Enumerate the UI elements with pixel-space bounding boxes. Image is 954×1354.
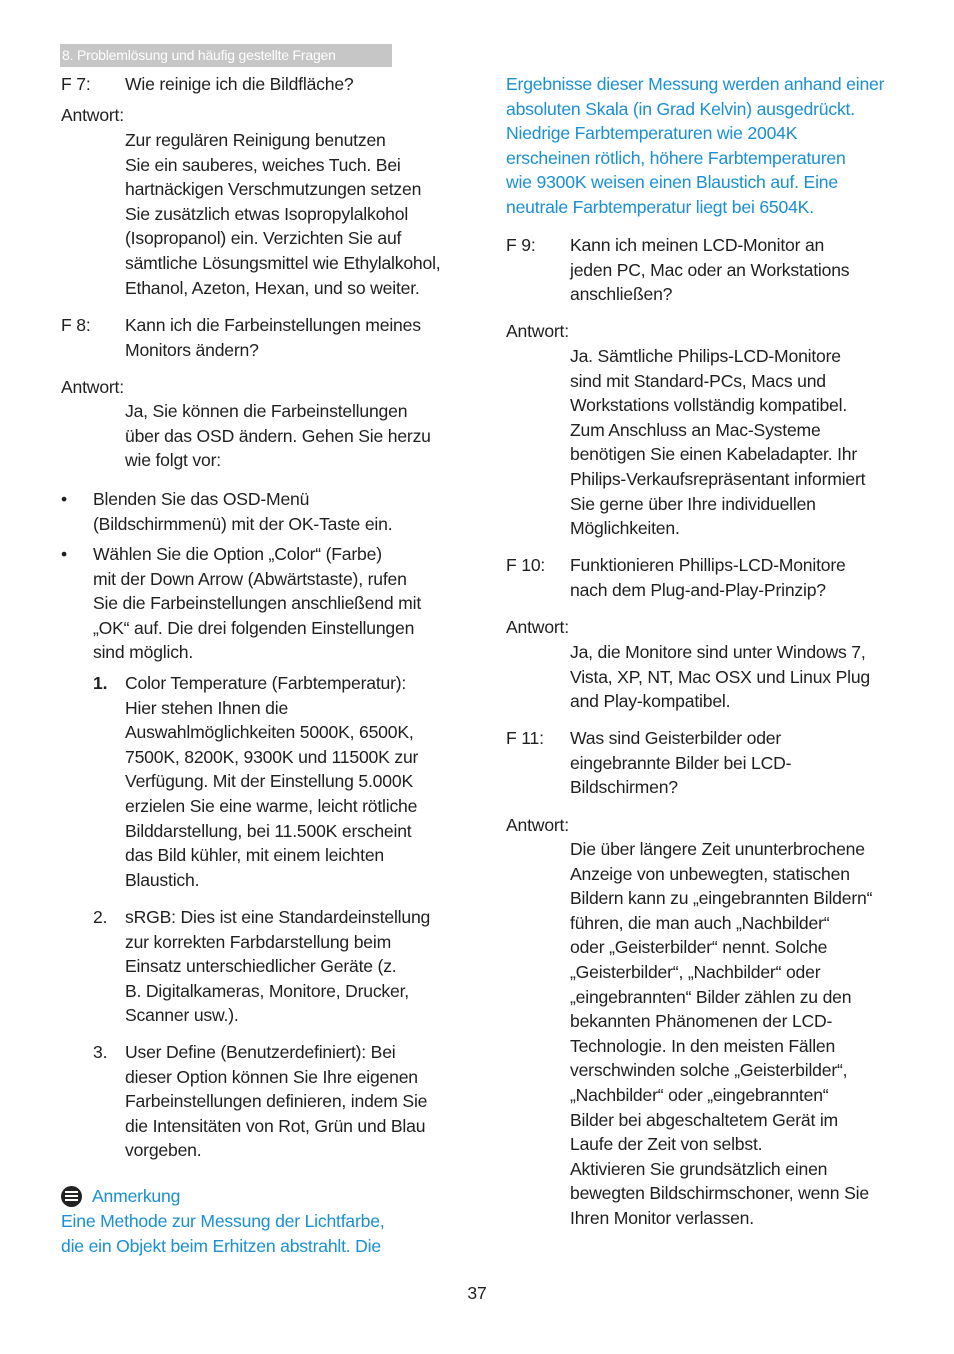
question-line: Kann ich die Farbeinstellungen meines [125, 315, 421, 335]
numbered-line: erzielen Sie eine warme, leicht rötliche [125, 795, 418, 816]
numbered-line: die Intensitäten von Rot, Grün und Blau [125, 1115, 426, 1136]
answer-line: and Play-kompatibel. [570, 691, 731, 712]
numbered-line: Farbeinstellungen definieren, indem Sie [125, 1091, 428, 1112]
answer-line: Die über längere Zeit ununterbrochene [570, 839, 865, 859]
answer-line: hartnäckigen Verschmutzungen setzen [125, 179, 422, 200]
page-number: 37 [467, 1283, 487, 1303]
question-line: nach dem Plug-and-Play-Prinzip? [570, 579, 826, 600]
note-text [61, 1209, 461, 1258]
answer-line: führen, die man auch „Nachbilder“ [570, 912, 830, 933]
bullet-line: Sie die Farbeinstellungen anschließend mit [93, 593, 422, 614]
answer-line: Workstations vollständig kompatibel. [570, 395, 848, 416]
answer-line: Anzeige von unbewegten, statischen [570, 863, 850, 884]
answer-line: sämtliche Lösungsmittel wie Ethylalkohol, [125, 252, 441, 273]
answer-label: Antwort: [506, 321, 569, 341]
answer-line: Ihren Monitor verlassen. [570, 1207, 754, 1228]
question-number: F 9: [506, 235, 536, 255]
answer-line: Vista, XP, NT, Mac OSX und Linux Plug [570, 666, 870, 687]
answer-line: Sie gerne über Ihre individuellen [570, 493, 816, 514]
answer-line: bewegten Bildschirmschoner, wenn Sie [570, 1183, 869, 1204]
answer-line: oder „Geisterbilder“ nennt. Solche [570, 937, 828, 958]
note-line: Eine Methode zur Messung der Lichtfarbe, [61, 1211, 385, 1231]
question-text [570, 233, 906, 307]
bullet-line: sind möglich. [93, 642, 194, 663]
answer-line: benötigen Sie einen Kabeladapter. Ihr [570, 444, 858, 465]
bullet-line: Wählen Sie die Option „Color“ (Farbe) [93, 544, 382, 564]
answer-line: Ja. Sämtliche Philips-LCD-Monitore [570, 346, 841, 366]
note-text-continued [506, 72, 906, 220]
answer-line: Zum Anschluss an Mac-Systeme [570, 419, 821, 440]
answer-line: Sie ein sauberes, weiches Tuch. Bei [125, 154, 401, 175]
answer-line: sind mit Standard-PCs, Macs und [570, 370, 826, 391]
number-marker: 2. [93, 907, 108, 927]
numbered-line: 7500K, 8200K, 9300K und 11500K zur [125, 746, 419, 767]
bullet-marker: • [61, 489, 67, 509]
question-number: F 11: [506, 728, 544, 748]
answer-line: Ethanol, Azeton, Hexan, und so weiter. [125, 277, 420, 298]
numbered-text [125, 671, 461, 892]
note-heading [61, 1184, 180, 1208]
numbered-line: Blaustich. [125, 869, 200, 890]
answer-line: Sie zusätzlich etwas Isopropylalkohol [125, 203, 409, 224]
answer-line: Zur regulären Reinigung benutzen [125, 130, 386, 150]
answer-line: „Nachbilder“ oder „eingebrannten“ [570, 1084, 829, 1105]
answer-text-f8 [125, 399, 460, 473]
numbered-line: das Bild kühler, mit einem leichten [125, 845, 384, 866]
question-number: F 10: [506, 555, 546, 575]
bullet-line: Blenden Sie das OSD-Menü [93, 489, 310, 509]
numbered-line: dieser Option können Sie Ihre eigenen [125, 1066, 418, 1087]
question-text [125, 313, 461, 362]
question-line: Monitors ändern? [125, 339, 259, 360]
note-line: Ergebnisse dieser Messung werden anhand einer [506, 74, 885, 94]
numbered-line: User Define (Benutzerdefiniert): Bei [125, 1042, 396, 1062]
bullet-text [93, 542, 461, 665]
answer-label: Antwort: [61, 105, 124, 125]
question-line: Was sind Geisterbilder oder [570, 728, 782, 748]
note-line: die ein Objekt beim Erhitzen abstrahlt. Die [61, 1235, 381, 1256]
question-line: Bildschirmen? [570, 777, 678, 798]
answer-label: Antwort: [61, 377, 124, 397]
answer-line: über das OSD ändern. Gehen Sie herzu [125, 425, 431, 446]
answer-text-f10 [570, 640, 900, 714]
answer-text-f9 [570, 344, 900, 541]
note-line: wie 9300K weisen einen Blaustich auf. Eine [506, 172, 838, 193]
answer-line: Aktivieren Sie grundsätzlich einen [570, 1158, 828, 1179]
answer-line: Philips-Verkaufsrepräsentant informiert [570, 468, 866, 489]
answer-line: Laufe der Zeit von selbst. [570, 1134, 763, 1155]
bullet-line: (Bildschirmmenü) mit der OK-Taste ein. [93, 513, 393, 534]
answer-line: Bilder bei abgeschaltetem Gerät im [570, 1109, 838, 1130]
answer-text-f11 [570, 837, 904, 1231]
numbered-line: sRGB: Dies ist eine Standardeinstellung [125, 907, 431, 927]
numbered-line: Bilddarstellung, bei 11.500K erscheint [125, 820, 412, 841]
question-number: F 8: [61, 315, 91, 335]
bullet-line: mit der Down Arrow (Abwärtstaste), rufen [93, 568, 407, 589]
answer-line: Ja, Sie können die Farbeinstellungen [125, 401, 408, 421]
answer-line: „Geisterbilder“, „Nachbilder“ oder [570, 961, 821, 982]
note-icon [61, 1186, 82, 1207]
answer-text-f7 [125, 128, 460, 300]
note-line: neutrale Farbtemperatur liegt bei 6504K. [506, 196, 814, 217]
question-line: Funktionieren Phillips-LCD-Monitore [570, 555, 846, 575]
question-line: Kann ich meinen LCD-Monitor an [570, 235, 825, 255]
numbered-line: Einsatz unterschiedlicher Geräte (z. [125, 956, 397, 977]
question-text: Wie reinige ich die Bildfläche? [125, 74, 354, 94]
numbered-line: zur korrekten Farbdarstellung beim [125, 931, 392, 952]
note-line: erscheinen rötlich, höhere Farbtemperaturen [506, 147, 846, 168]
question-text [570, 726, 906, 800]
answer-line: Möglichkeiten. [570, 518, 680, 539]
numbered-line: Verfügung. Mit der Einstellung 5.000K [125, 771, 413, 792]
bullet-text [93, 487, 461, 536]
question-text [570, 553, 906, 602]
answer-line: bekannten Phänomenen der LCD- [570, 1011, 833, 1032]
number-marker: 1. [93, 673, 108, 693]
answer-line: verschwinden solche „Geisterbilder“, [570, 1060, 848, 1081]
numbered-line: Hier stehen Ihnen die [125, 697, 289, 718]
numbered-text [125, 1040, 461, 1163]
numbered-line: Auswahlmöglichkeiten 5000K, 6500K, [125, 722, 414, 743]
question-line: eingebrannte Bilder bei LCD- [570, 752, 792, 773]
bullet-marker: • [61, 544, 67, 564]
answer-line: wie folgt vor: [125, 450, 221, 471]
answer-line: (Isopropanol) ein. Verzichten Sie auf [125, 228, 402, 249]
note-title: Anmerkung [92, 1185, 181, 1206]
answer-line: „eingebrannten“ Bilder zählen zu den [570, 986, 852, 1007]
note-line: absoluten Skala (in Grad Kelvin) ausgedrückt. [506, 98, 855, 119]
answer-line: Ja, die Monitore sind unter Windows 7, [570, 642, 866, 662]
numbered-text [125, 905, 461, 1028]
numbered-line: vorgeben. [125, 1140, 202, 1161]
answer-label: Antwort: [506, 815, 569, 835]
question-line: jeden PC, Mac oder an Workstations [570, 259, 850, 280]
numbered-line: B. Digitalkameras, Monitore, Drucker, [125, 980, 409, 1001]
numbered-line: Color Temperature (Farbtemperatur): [125, 673, 407, 693]
note-line: Niedrige Farbtemperaturen wie 2004K [506, 123, 798, 144]
number-marker: 3. [93, 1042, 108, 1062]
section-header: 8. Problemlösung und häufig gestellte Fragen [60, 44, 392, 67]
bullet-line: „OK“ auf. Die drei folgenden Einstellungen [93, 617, 415, 638]
question-number: F 7: [61, 74, 91, 94]
answer-line: Bildern kann zu „eingebrannten Bildern“ [570, 888, 873, 909]
answer-line: Technologie. In den meisten Fällen [570, 1035, 836, 1056]
numbered-line: Scanner usw.). [125, 1005, 239, 1026]
answer-label: Antwort: [506, 617, 569, 637]
question-line: anschließen? [570, 284, 673, 305]
